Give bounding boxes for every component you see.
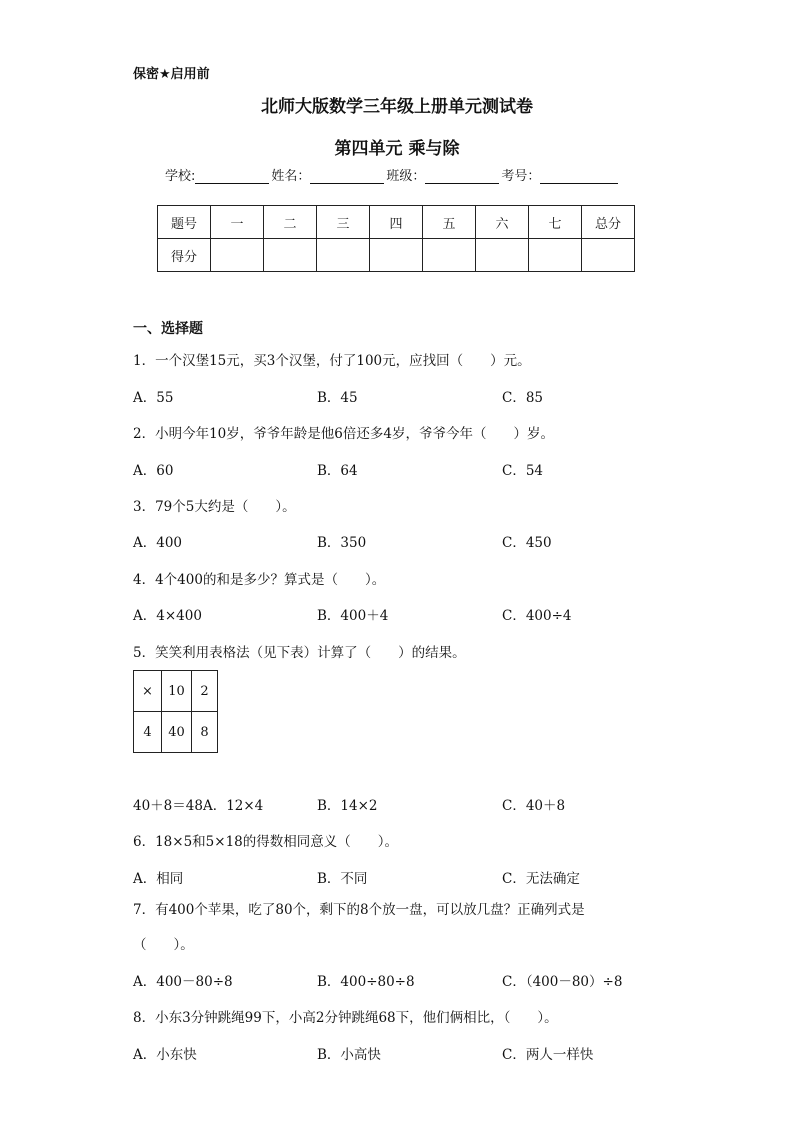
option-b[interactable]: B．350 [317, 535, 367, 551]
score-cell[interactable] [582, 239, 635, 272]
option-b[interactable]: B．不同 [317, 871, 368, 887]
score-header-cell: 一 [211, 206, 264, 239]
question-stem: 5．笑笑利用表格法（见下表）计算了（ ）的结果。 [133, 645, 466, 661]
score-cell[interactable] [529, 239, 582, 272]
score-cell[interactable] [423, 239, 476, 272]
option-c[interactable]: C．85 [502, 390, 544, 406]
score-header-cell: 七 [529, 206, 582, 239]
score-header-cell: 三 [317, 206, 370, 239]
question-stem: 6．18×5和5×18的得数相同意义（ ）。 [133, 834, 398, 850]
exam-number-label: 考号： [501, 169, 541, 184]
grid-cell: 10 [162, 671, 192, 712]
section-heading: 一、选择题 [133, 321, 203, 337]
unit-subtitle: 第四单元 乘与除 [334, 139, 460, 159]
option-a[interactable]: A．400 [133, 535, 183, 551]
score-cell[interactable] [264, 239, 317, 272]
option-a[interactable]: 40＋8＝48A．12×4 [133, 798, 264, 814]
grid-cell: 8 [192, 712, 218, 753]
grid-cell: 40 [162, 712, 192, 753]
score-cell[interactable] [317, 239, 370, 272]
class-label: 班级： [386, 169, 426, 184]
option-c[interactable]: C．无法确定 [502, 871, 580, 887]
score-header-cell: 六 [476, 206, 529, 239]
question-stem: 4．4个400的和是多少？算式是（ ）。 [133, 572, 386, 588]
option-a[interactable]: A．400－80÷8 [133, 974, 233, 990]
option-b[interactable]: B．400÷80÷8 [317, 974, 415, 990]
option-c[interactable]: C．（400－80）÷8 [502, 974, 623, 990]
option-a[interactable]: A．60 [133, 463, 174, 479]
question-stem: 1．一个汉堡15元，买3个汉堡，付了100元，应找回（ ）元。 [133, 353, 531, 369]
grid-cell: 2 [192, 671, 218, 712]
score-cell[interactable] [370, 239, 423, 272]
option-c[interactable]: C．450 [502, 535, 552, 551]
option-c[interactable]: C．400÷4 [502, 608, 572, 624]
question-stem: 8．小东3分钟跳绳99下，小高2分钟跳绳68下，他们俩相比，（ ）。 [133, 1010, 558, 1026]
score-table-score-row [158, 239, 635, 272]
page-title: 北师大版数学三年级上册单元测试卷 [261, 97, 533, 117]
score-cell[interactable] [476, 239, 529, 272]
score-cell[interactable] [211, 239, 264, 272]
grid-row [134, 712, 218, 753]
grid-cell: 4 [134, 712, 162, 753]
school-blank[interactable] [195, 169, 269, 184]
question-stem-continued: （ ）。 [133, 937, 194, 953]
multiplication-grid-table [133, 670, 218, 753]
option-a[interactable]: A．55 [133, 390, 174, 406]
score-row-label: 得分 [158, 239, 211, 272]
score-header-cell: 题号 [158, 206, 211, 239]
school-label: 学校: [165, 169, 196, 184]
option-a[interactable]: A．相同 [133, 871, 184, 887]
confidential-label: 保密★启用前 [133, 67, 210, 82]
grid-row [134, 671, 218, 712]
option-b[interactable]: B．400＋4 [317, 608, 389, 624]
question-stem: 2．小明今年10岁，爷爷年龄是他6倍还多4岁，爷爷今年（ ）岁。 [133, 426, 554, 442]
option-c[interactable]: C．54 [502, 463, 544, 479]
grid-cell: × [134, 671, 162, 712]
score-table-header-row [158, 206, 635, 239]
option-a[interactable]: A．小东快 [133, 1047, 197, 1063]
option-b[interactable]: B．14×2 [317, 798, 378, 814]
option-b[interactable]: B．64 [317, 463, 358, 479]
score-header-cell: 四 [370, 206, 423, 239]
name-label: 姓名： [271, 169, 311, 184]
score-table [157, 205, 635, 272]
score-header-cell: 二 [264, 206, 317, 239]
score-header-cell: 五 [423, 206, 476, 239]
question-stem: 3．79个5大约是（ ）。 [133, 499, 296, 515]
score-header-cell: 总分 [582, 206, 635, 239]
option-a[interactable]: A．4×400 [133, 608, 202, 624]
name-blank[interactable] [310, 169, 384, 184]
option-b[interactable]: B．小高快 [317, 1047, 381, 1063]
option-b[interactable]: B．45 [317, 390, 358, 406]
question-stem: 7．有400个苹果，吃了80个，剩下的8个放一盘，可以放几盘？正确列式是 [133, 902, 585, 918]
exam-number-blank[interactable] [540, 169, 618, 184]
student-info-line [165, 165, 620, 184]
option-c[interactable]: C．两人一样快 [502, 1047, 594, 1063]
class-blank[interactable] [425, 169, 499, 184]
option-c[interactable]: C．40＋8 [502, 798, 566, 814]
